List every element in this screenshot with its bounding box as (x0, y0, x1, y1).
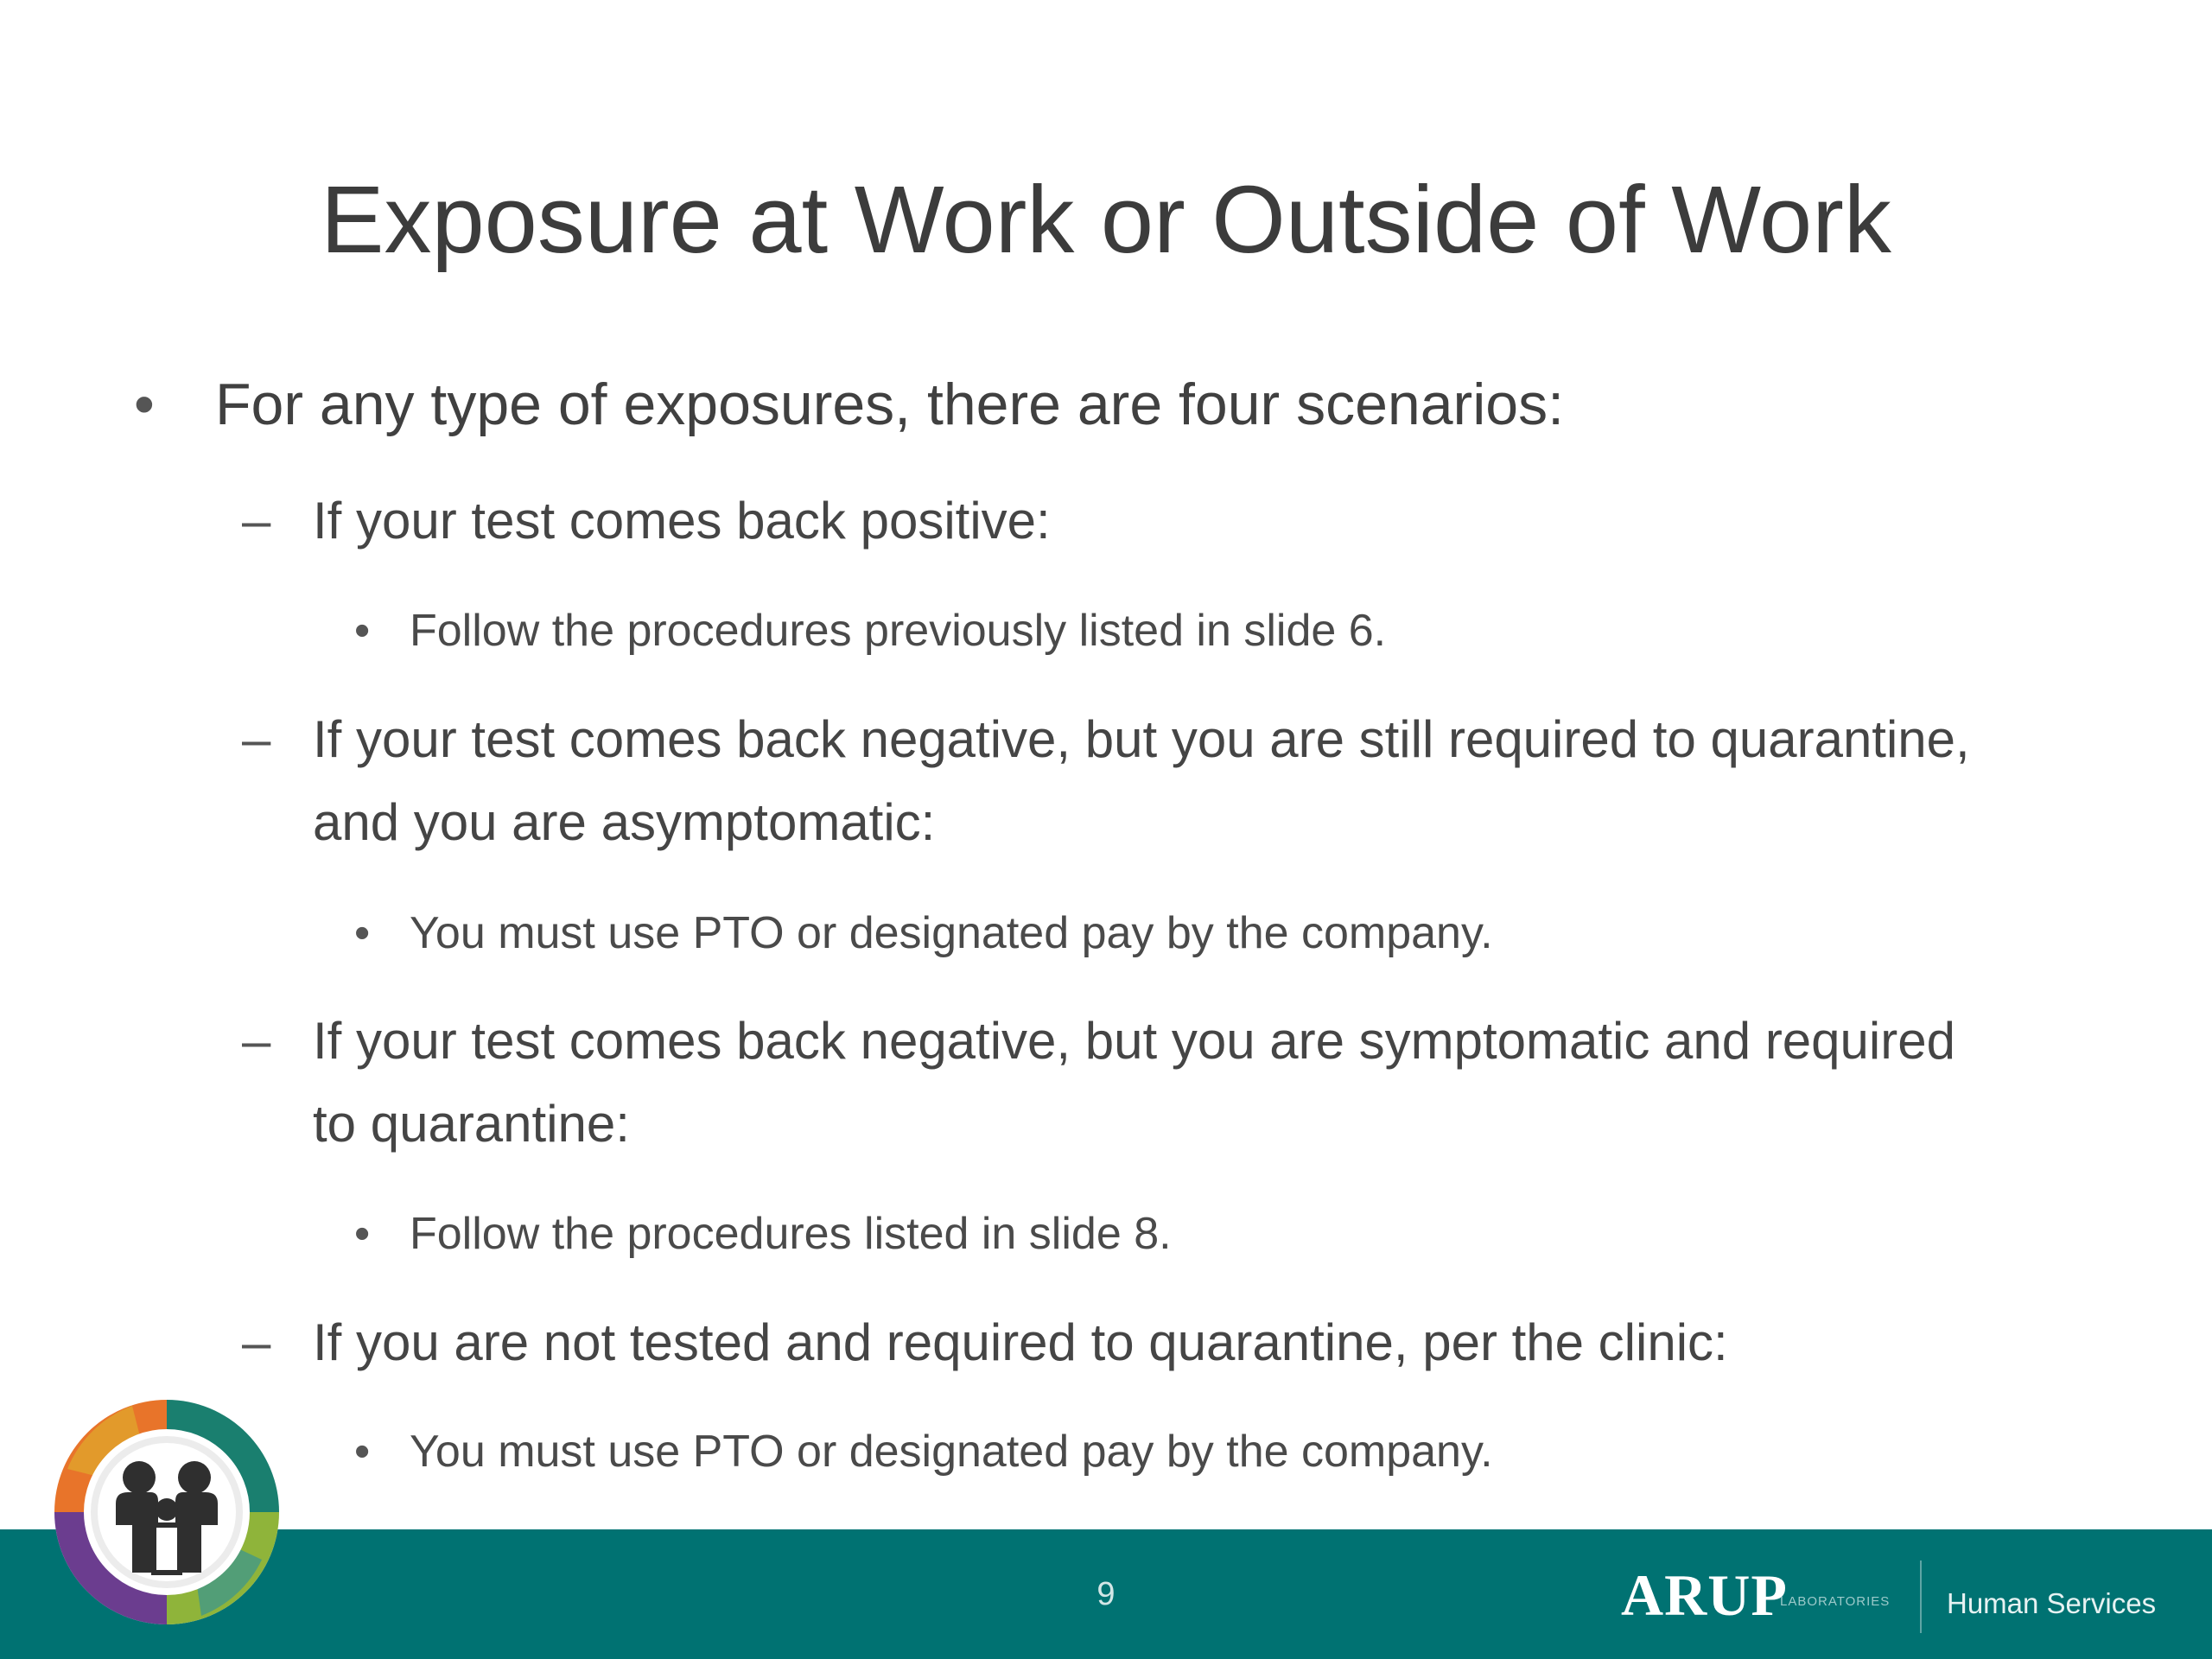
bullet-icon: • (354, 1209, 371, 1259)
dash-icon: – (242, 1012, 271, 1070)
scenario-text: If your test comes back negative, but you are still required to quarantine, (313, 710, 1970, 768)
page-number: 9 (1096, 1576, 1116, 1612)
bullet-icon: • (354, 606, 371, 656)
brand-divider (1920, 1560, 1922, 1633)
scenario-detail: You must use PTO or designated pay by the company. (410, 1427, 1493, 1477)
scenario-text: If your test comes back positive: (313, 492, 1051, 550)
list-item-continuation (313, 1083, 630, 1166)
brand-logo (1607, 1547, 2177, 1642)
brand-wordmark: ARUP (1621, 1562, 1788, 1628)
scenario-text: If your test comes back negative, but you are symptomatic and required (313, 1012, 1955, 1070)
family-circle-logo-icon (50, 1395, 283, 1629)
dash-icon: – (242, 710, 271, 768)
division-label: Human Services (1947, 1587, 2157, 1619)
scenario-detail: You must use PTO or designated pay by the company. (410, 908, 1493, 958)
scenario-text: and you are asymptomatic: (313, 793, 936, 851)
bullet-text: For any type of exposures, there are four scenarios: (215, 372, 1565, 437)
brand-subtitle: LABORATORIES (1780, 1594, 1891, 1609)
bullet-icon: • (354, 1427, 371, 1477)
scenario-text: If you are not tested and required to quarantine, per the clinic: (313, 1313, 1728, 1371)
list-item-continuation (313, 781, 935, 864)
bullet-icon: • (354, 908, 371, 958)
dash-icon: – (242, 492, 271, 550)
scenario-text: to quarantine: (313, 1095, 630, 1153)
bullet-icon: • (134, 372, 155, 437)
dash-icon: – (242, 1313, 271, 1371)
scenario-detail: Follow the procedures previously listed in slide 6. (410, 606, 1387, 656)
scenario-detail: Follow the procedures listed in slide 8. (410, 1209, 1172, 1259)
slide-title: Exposure at Work or Outside of Work (321, 167, 1891, 273)
